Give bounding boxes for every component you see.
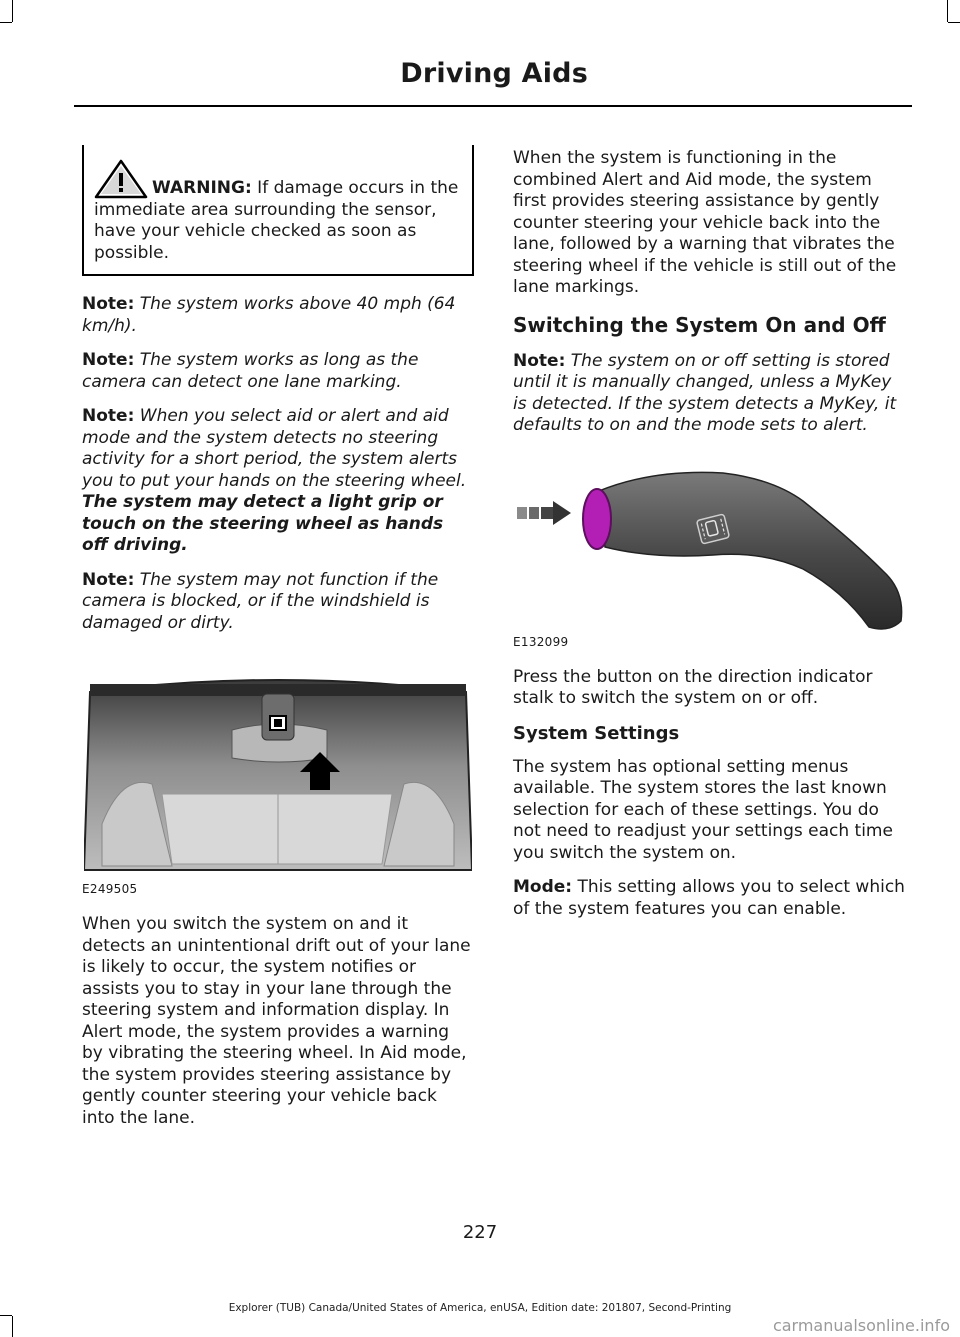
subsection-heading: System Settings: [513, 722, 680, 744]
crop-mark: [0, 22, 12, 23]
footer-text: Explorer (TUB) Canada/United States of America, enUSA, Edition date: 201807, Second-Printing: [228, 1302, 732, 1314]
intro-paragraph: When the system is functioning in the combined Alert and Aid mode, the system first provides steering assistance by gently counter steering your vehicle back into the lane, followed by a warning that vibrates the steering wheel if the vehicle is still out of the lane markings.: [513, 148, 897, 297]
left-column: [82, 145, 474, 1142]
note-text: The system works above 40 mph (64 km/h).: [82, 294, 456, 336]
note-1: [82, 294, 474, 337]
note-text: When you select aid or alert and aid mode and the system detects no steering activity for a short period, the system alerts you to put your hands on the steering wheel.: [82, 406, 467, 491]
mode-text: This setting allows you to select which of the system features you can enable.: [513, 877, 905, 919]
note-2: [82, 350, 474, 393]
page-title: Driving Aids: [400, 58, 588, 89]
warning-box: [82, 145, 474, 276]
note-4: [82, 570, 474, 635]
camera-figure: [82, 674, 474, 896]
direction-indicator-stalk-illustration: [513, 451, 905, 641]
note-label: Note:: [513, 350, 566, 371]
watermark: carmanualsonline.info: [772, 1316, 950, 1335]
mode-label: Mode:: [513, 877, 573, 897]
note-label: Note:: [82, 406, 135, 426]
section-heading: Switching the System On and Off: [513, 312, 886, 337]
right-column: [513, 145, 905, 933]
warning-text: If damage occurs in the immediate area surrounding the sensor, have your vehicle checked as soon as possible.: [94, 178, 459, 263]
right-note: [513, 351, 905, 437]
note-label: Note:: [82, 569, 135, 590]
page-number: 227: [462, 1222, 498, 1243]
note-label: Note:: [82, 294, 135, 314]
warning-triangle-icon: [94, 159, 148, 199]
press-paragraph: Press the button on the direction indicator stalk to switch the system on or off.: [513, 666, 873, 708]
note-text: The system works as long as the camera can detect one lane marking.: [82, 350, 419, 392]
crop-mark: [12, 1316, 13, 1337]
note-text: The system on or off setting is stored until it is manually changed, unless a MyKey is detected. If the system detects a MyKey, it defaults to on and the mode sets to alert.: [513, 350, 897, 435]
warning-paragraph: [94, 159, 460, 264]
crop-mark: [948, 22, 960, 23]
figure-code: E249505: [82, 882, 138, 896]
windshield-camera-illustration: [82, 674, 474, 874]
header-divider: [74, 105, 912, 107]
crop-mark: [12, 0, 13, 22]
settings-paragraph: The system has optional setting menus available. The system stores the last known selection for each of these settings. You do not need to readjust your settings each time you switch the system on.: [513, 756, 893, 863]
body-paragraph: When you switch the system on and it detects an unintentional drift out of your lane is likely to occur, the system notifies or assists you to stay in your lane through the steering system and information display. In Alert mode, the system provides a warning by vibrating the steering wheel. In Aid mode, the system provides steering assistance by gently counter steering your vehicle back into the lane.: [82, 914, 471, 1128]
crop-mark: [947, 0, 948, 22]
stalk-figure: [513, 451, 905, 649]
note-label: Note:: [82, 350, 135, 370]
note-3: [82, 406, 474, 557]
note-emphasis: The system may detect a light grip or touch on the steering wheel as hands off driving.: [82, 492, 444, 555]
figure-code: E132099: [513, 634, 569, 649]
note-text: The system may not function if the camera is blocked, or if the windshield is damaged or dirty.: [82, 569, 439, 633]
crop-mark: [0, 1315, 12, 1316]
mode-paragraph: [513, 877, 905, 920]
warning-label: WARNING:: [152, 178, 252, 198]
